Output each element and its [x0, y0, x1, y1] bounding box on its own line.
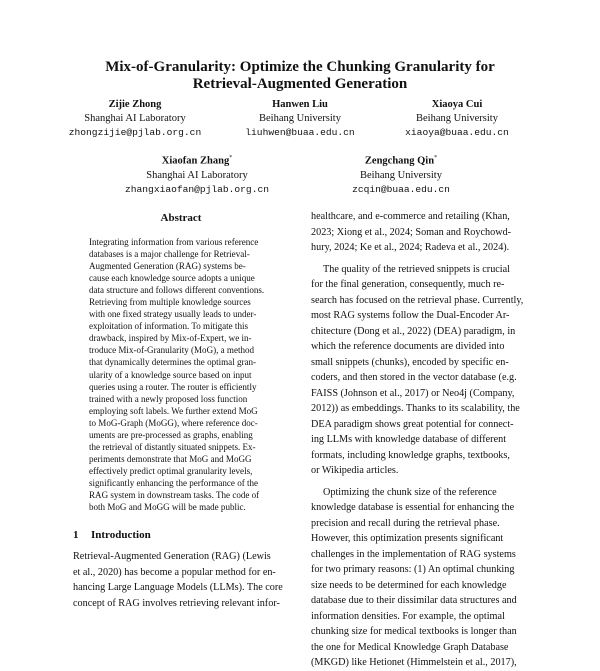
body-line: concept of RAG involves retrieving relevant infor-: [73, 597, 280, 609]
abstract-line: to MoG-Graph (MoGG), where reference doc-: [89, 417, 258, 428]
body-line: challenges in the implementation of RAG systems: [311, 548, 516, 560]
author-block: [306, 151, 496, 197]
body-line: 2023; Xiong et al., 2024; Soman and Roychowd-: [311, 226, 512, 238]
author-affiliation: Beihang University: [416, 113, 498, 124]
body-line: However, this optimization presents significant: [311, 533, 504, 544]
body-line: precision and recall during the retrieval phase.: [311, 517, 500, 529]
abstract-line: significantly enhancing the performance of the: [89, 477, 259, 488]
body-line: formats, including knowledge graphs, textbooks,: [311, 449, 510, 461]
abstract-line: uments are pre-processed as graphs, enabling: [89, 429, 253, 440]
paper-title: [40, 59, 560, 93]
body-line: Retrieval-Augmented Generation (RAG) (Lewis: [73, 551, 271, 562]
body-line: knowledge database is essential for enhancing the: [311, 502, 515, 513]
abstract-line: Retrieving from multiple knowledge sources: [89, 297, 251, 308]
body-line: size needs to be determined for each knowledge: [311, 579, 507, 591]
body-line: (MKGD) like Hetionet (Himmelstein et al., 2017),: [311, 657, 517, 668]
body-line: for the final generation, consequently, much re-: [311, 279, 505, 290]
author-name: Xiaofan Zhang: [161, 155, 230, 167]
intro-paragraph: [73, 549, 301, 611]
author-email: zhongzijie@pjlab.org.cn: [68, 127, 202, 138]
abstract-line: exploitation of information. To mitigate this: [89, 321, 249, 332]
abstract-line: databases is a major challenge for Retrieval-: [89, 249, 250, 260]
abstract-body: [89, 236, 284, 513]
body-line: or Wikipedia articles.: [311, 465, 399, 476]
body-line: et al., 2020) has become a popular method for en-: [73, 566, 276, 578]
author-email: liuhwen@buaa.edu.cn: [245, 127, 355, 138]
body-line: for two primary reasons: (1) An optimal chunking: [311, 564, 515, 575]
author-email: xiaoya@buaa.edu.cn: [405, 127, 509, 138]
corresponding-mark: *: [434, 155, 438, 161]
author-name: Hanwen Liu: [272, 99, 328, 110]
body-line: coders, and then stored in the vector database (e.g.: [311, 372, 517, 383]
body-line: search has focused on the retrieval phase. Currently,: [311, 294, 524, 306]
abstract-line: drawback, inspired by Mix-of-Expert, we in-: [89, 333, 252, 344]
author-affiliation: Beihang University: [259, 113, 341, 124]
author-name: Xiaoya Cui: [431, 99, 483, 110]
body-line: 2012)) as embeddings. Thanks to its scalability, the: [311, 403, 520, 414]
abstract-line: with one fixed strategy usually leads to under-: [89, 309, 257, 320]
body-line: healthcare, and e-commerce and retailing (Khan,: [311, 211, 510, 222]
author-affiliation: Shanghai AI Laboratory: [146, 169, 248, 181]
section-title: Introduction: [91, 529, 151, 541]
body-line: which the reference documents are divided into: [311, 341, 505, 352]
abstract-line: periments demonstrate that MoG and MoGG: [89, 453, 252, 464]
body-line: hancing Large Language Models (LLMs). The core: [73, 582, 283, 593]
body-line: database due to their dissimilar data structures and: [311, 595, 517, 606]
body-line: DEA paradigm shows great potential for connect-: [311, 418, 514, 430]
abstract-line: data structure and follows different conventions.: [89, 285, 265, 296]
abstract-line: cause each knowledge source adopts a unique: [89, 273, 255, 284]
author-affiliation: Beihang University: [360, 169, 442, 181]
author-block: [40, 98, 230, 140]
body-line: the one for Medical Knowledge Graph Database: [311, 641, 509, 653]
right-column: [311, 209, 537, 671]
abstract-line: RAG system in downstream tasks. The code of: [89, 489, 260, 500]
body-line: ing LLMs with knowledge database of different: [311, 434, 507, 445]
author-email: zcqin@buaa.edu.cn: [352, 183, 450, 195]
author-name: Zengchang Qin: [364, 155, 435, 167]
body-line: hury, 2024; Ke et al., 2024; Radeva et al., 2024).: [311, 242, 510, 253]
abstract-heading: Abstract: [160, 212, 202, 224]
abstract-line: queries using a router. The router is efficiently: [89, 381, 257, 392]
abstract-line: ularity of a knowledge source based on input: [89, 369, 252, 380]
section-heading: [73, 529, 151, 541]
abstract-line: Augmented Generation (RAG) systems be-: [89, 261, 246, 272]
abstract-line: both MoG and MoGG will be made public.: [89, 502, 246, 513]
body-line: Optimizing the chunk size of the reference: [323, 486, 497, 498]
abstract-line: effectively predict optimal granularity levels,: [89, 465, 253, 476]
body-line: most RAG systems follow the Dual-Encoder Ar-: [311, 310, 510, 321]
corresponding-mark: *: [229, 155, 233, 161]
title-line: Retrieval-Augmented Generation: [192, 76, 408, 92]
author-block: [102, 151, 292, 197]
abstract-line: Integrating information from various reference: [89, 237, 259, 247]
title-line: Mix-of-Granularity: Optimize the Chunking Granularity for: [105, 59, 495, 75]
abstract-line: trained with a newly proposed loss function: [89, 393, 248, 404]
author-name: Zijie Zhong: [108, 99, 162, 110]
section-number: 1: [73, 529, 79, 541]
author-email: zhangxiaofan@pjlab.org.cn: [125, 183, 269, 195]
abstract-line: the retrieval of distantly situated snippets. Ex-: [89, 441, 256, 452]
body-line: The quality of the retrieved snippets is crucial: [323, 263, 510, 275]
body-line: chitecture (Dong et al., 2022) (DEA) paradigm, in: [311, 325, 516, 337]
abstract-line: employing soft labels. We further extend MoG: [89, 405, 258, 416]
body-line: chunking size for medical textbooks is longer than: [311, 626, 517, 637]
body-line: small snippets (chunks), encoded by specific en-: [311, 356, 509, 368]
body-line: FAISS (Johnson et al., 2017) or Neo4j (Company,: [311, 387, 515, 399]
abstract-line: that dynamically determines the optimal gran-: [89, 357, 257, 368]
author-affiliation: Shanghai AI Laboratory: [84, 113, 186, 124]
body-line: information densities. For example, the optimal: [311, 610, 505, 622]
abstract-line: troduce Mix-of-Granularity (MoG), a method: [89, 345, 255, 356]
author-block: [362, 98, 552, 140]
